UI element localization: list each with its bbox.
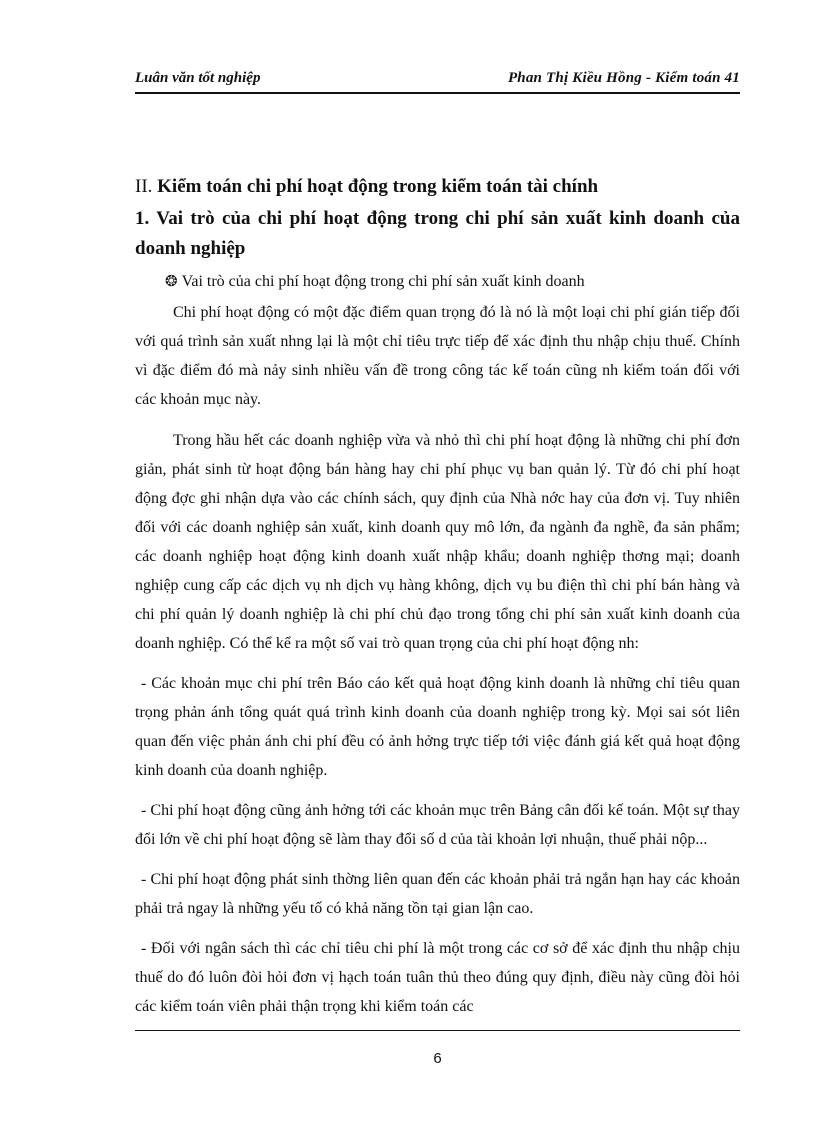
dash-item: - Chi phí hoạt động cũng ảnh hởng tới các khoản mục trên Bảng cân đối kế toán. Một sự thay đổi lớn về chi phí hoạt động sẽ làm thay đổi số d của tài khoản lợi nhuận, thuế phải nộp... xyxy=(135,802,740,848)
bullet-text: Vai trò của chi phí hoạt động trong chi phí sản xuất kinh doanh xyxy=(181,273,585,290)
paragraph: Chi phí hoạt động có một đặc điểm quan trọng đó là nó là một loại chi phí gián tiếp đối với quá trình sản xuất nhng lại là một chỉ tiêu trực tiếp để xác định thu nhập chịu thuế. Chính vì đặc điểm đó mà nảy sinh nhiều vấn đề trong công tác kế toán cũng nh kiểm toán đối với các khoản mục này. xyxy=(135,304,740,408)
flower-bullet-icon: ❂ xyxy=(165,274,178,290)
subsection-heading: 1. Vai trò của chi phí hoạt động trong chi phí sản xuất kinh doanh của doanh nghiệp xyxy=(135,208,740,259)
header-thesis-label: Luân văn tốt nghiệp xyxy=(135,70,261,86)
dash-item: - Đối với ngân sách thì các chỉ tiêu chi phí là một trong các cơ sở để xác định thu nhập chịu thuế do đó luôn đòi hỏi đơn vị hạch toán tuân thủ theo đúng quy định, điều này cũng đòi hỏi các kiểm toán viên phải thận trọng khi kiểm toán các xyxy=(135,940,740,1015)
page-body xyxy=(135,172,740,1021)
dash-item: - Chi phí hoạt động phát sinh thờng liên quan đến các khoản phải trả ngắn hạn hay các khoản phải trả ngay là những yếu tố có khả năng tồn tại gian lận cao. xyxy=(135,871,740,917)
page-number: 6 xyxy=(433,1050,442,1067)
bullet-heading xyxy=(165,268,740,296)
paragraph: Trong hầu hết các doanh nghiệp vừa và nhỏ thì chi phí hoạt động là những chi phí đơn giản, phát sinh từ hoạt động bán hàng hay chi phí phục vụ ban quản lý. Từ đó chi phí hoạt động đợc ghi nhận dựa vào các chính sách, quy định của Nhà nớc hay của đơn vị. Tuy nhiên đối với các doanh nghiệp sản xuất, kinh doanh quy mô lớn, đa ngành đa nghề, đa sản phẩm; các doanh nghiệp hoạt động kinh doanh xuất nhập khẩu; doanh nghiệp thơng mại; doanh nghiệp cung cấp các dịch vụ nh dịch vụ hàng không, dịch vụ bu điện thì chi phí bán hàng và chi phí quản lý doanh nghiệp là chi phí chủ đạo trong tổng chi phí sản xuất kinh doanh của doanh nghiệp. Có thể kể ra một số vai trò quan trọng của chi phí hoạt động nh: xyxy=(135,432,740,652)
footer-divider xyxy=(135,1030,740,1031)
header-author: Phan Thị Kiều Hồng - Kiểm toán 41 xyxy=(507,70,740,86)
section-numeral: II. xyxy=(135,176,153,197)
page-header xyxy=(135,70,740,94)
dash-item: - Các khoản mục chi phí trên Báo cáo kết quả hoạt động kinh doanh là những chỉ tiêu quan trọng phản ánh tổng quát quá trình kinh doanh của doanh nghiệp trong kỳ. Mọi sai sót liên quan đến việc phản ánh chi phí đều có ảnh hởng trực tiếp tới việc đánh giá kết quả hoạt động kinh doanh của doanh nghiệp. xyxy=(135,675,740,779)
section-heading xyxy=(135,172,740,202)
section-title: Kiểm toán chi phí hoạt động trong kiểm toán tài chính xyxy=(157,176,599,197)
